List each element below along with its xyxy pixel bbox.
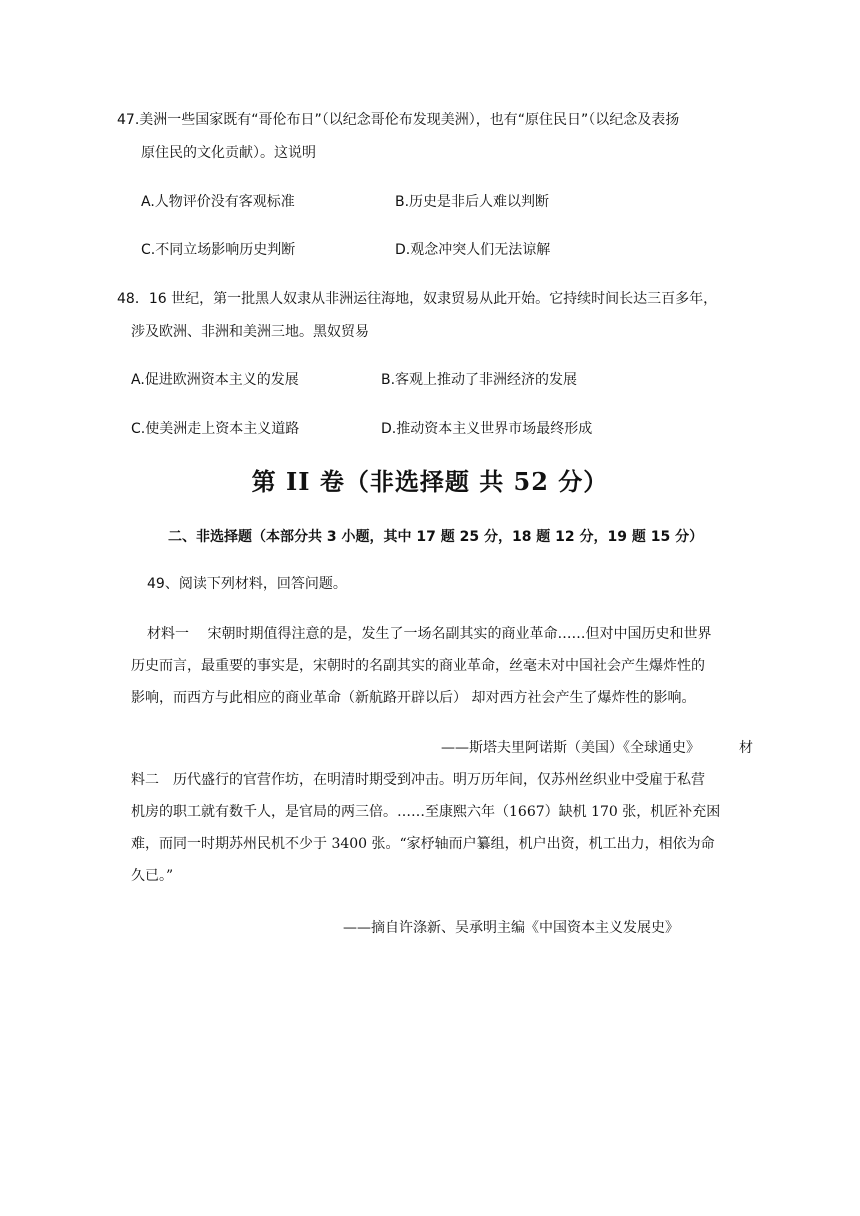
q47-stem-line1: 47.美洲一些国家既有“哥伦布日”（以纪念哥伦布发现美洲），也有“原住民日”（以纪念及表扬 [117,112,680,128]
material2-source: ——摘自许涤新、吴承明主编《中国资本主义发展史》 [343,920,679,936]
section-subtitle: 二、非选择题（本部分共 3 小题，其中 17 题 25 分，18 题 12 分，19 题 15 分） [168,529,704,545]
material2-line2: 机房的职工就有数千人，是官局的两三倍。……至康熙六年（1667）缺机 170 张，机匠补充困 [131,804,721,820]
material2-line1: 料二 历代盛行的官营作坊，在明清时期受到冲击。明万历年间，仅苏州丝织业中受雇于私营 [131,772,705,788]
q48-option-a: A.促进欧洲资本主义的发展 [131,372,299,388]
q47-option-b: B.历史是非后人难以判断 [395,194,550,210]
material1-line2: 历史而言，最重要的事实是，宋朝时的名副其实的商业革命，丝毫未对中国社会产生爆炸性的 [131,658,705,674]
material2-line4: 久已。” [131,868,174,884]
material1-line1: 材料一 宋朝时期值得注意的是，发生了一场名副其实的商业革命……但对中国历史和世界 [147,626,712,642]
material2-label-start: 材 [739,740,753,756]
q49-prompt: 49、阅读下列材料，回答问题。 [147,576,347,592]
q47-option-d: D.观念冲突人们无法谅解 [395,242,551,258]
q47-option-a: A.人物评价没有客观标准 [141,194,295,210]
material1-line3: 影响，而西方与此相应的商业革命（新航路开辟以后） 却对西方社会产生了爆炸性的影响。 [131,690,696,706]
q47-option-c: C.不同立场影响历史判断 [141,242,296,258]
q48-stem-line2: 涉及欧洲、非洲和美洲三地。黑奴贸易 [131,324,369,340]
q48-option-d: D.推动资本主义世界市场最终形成 [381,421,593,437]
material2-line3: 难，而同一时期苏州民机不少于 3400 张。“家杼轴而户纂组，机户出资，机工出力，相依为命 [131,836,715,852]
q48-option-b: B.客观上推动了非洲经济的发展 [381,372,578,388]
q47-stem-line2: 原住民的文化贡献）。这说明 [141,145,316,161]
q48-option-c: C.使美洲走上资本主义道路 [131,421,300,437]
q48-stem-line1: 48．16 世纪，第一批黑人奴隶从非洲运往海地，奴隶贸易从此开始。它持续时间长达三百多年， [117,291,718,307]
section-title: 第 II 卷（非选择题 共 52 分） [251,467,609,496]
material1-source: ——斯塔夫里阿诺斯（美国）《全球通史》 [441,740,700,756]
